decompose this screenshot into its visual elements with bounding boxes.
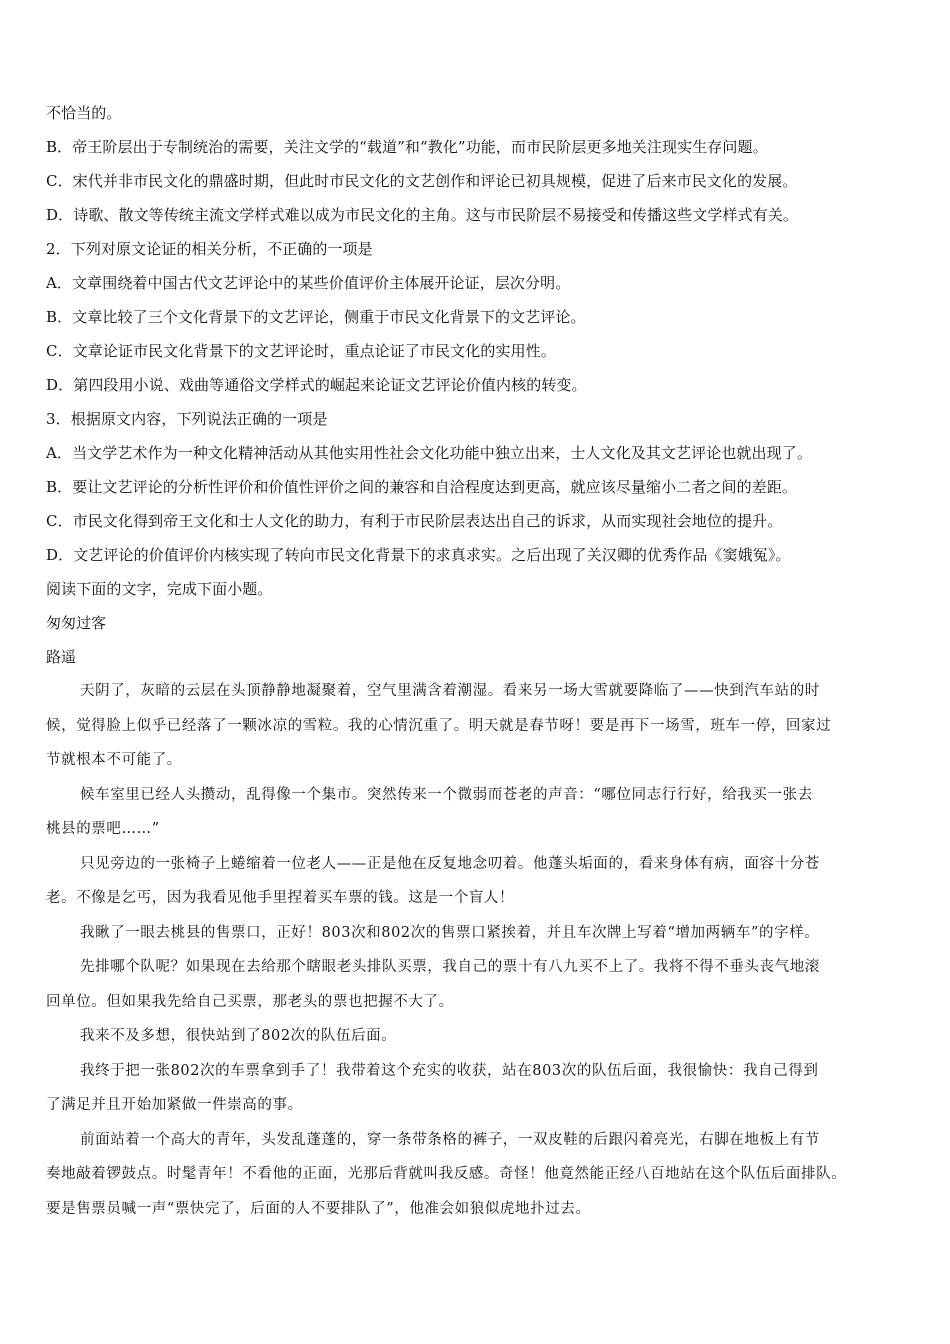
question-line: B．文章比较了三个文化背景下的文艺评论，侧重于市民文化背景下的文艺评论。 [46,308,586,326]
question-line: D．诗歌、散文等传统主流文学样式难以成为市民文化的主角。这与市民阶层不易接受和传播这些文学样式有关。 [46,206,799,224]
story-line: 前面站着一个高大的青年，头发乱蓬蓬的，穿一条带条格的裤子，一双皮鞋的后跟闪着亮光，右脚在地板上有节 [80,1131,820,1148]
story-line: 只见旁边的一张椅子上蜷缩着一位老人——正是他在反复地念叨着。他蓬头垢面的，看来身体有病，面容十分苍 [80,855,820,872]
story-section [46,606,906,1226]
story-line: 桃县的票吧……” [46,821,160,837]
story-body [46,674,906,1226]
questions-block [46,96,906,606]
story-line: 候，觉得脸上似乎已经落了一颗冰凉的雪粒。我的心情沉重了。明天就是春节呀！要是再下一场雪，班车一停，回家过 [46,717,832,734]
story-author: 路遥 [46,648,77,666]
story-line: 我终于把一张802次的车票拿到手了！我带着这个充实的收获，站在803次的队伍后面，我很愉快：我自己得到 [80,1062,819,1079]
question-line: C．文章论证市民文化背景下的文艺评论时，重点论证了市民文化的实用性。 [46,342,556,360]
story-line: 天阴了，灰暗的云层在头顶静静地凝聚着，空气里满含着潮湿。看来另一场大雪就要降临了——快到汽车站的时 [80,683,820,699]
question-line: A．当文学艺术作为一种文化精神活动从其他实用性社会文化功能中独立出来，士人文化及其文艺评论也就出现了。 [46,444,812,462]
question-line: A．文章围绕着中国古代文艺评论中的某些价值评价主体展开论证，层次分明。 [46,274,571,292]
question-line: 不恰当的。 [46,104,122,122]
document-page [46,96,906,1226]
question-line: D．第四段用小说、戏曲等通俗文学样式的崛起来论证文艺评论价值内核的转变。 [46,376,587,394]
question-line: 2．下列对原文论证的相关分析，不正确的一项是 [46,240,373,258]
story-line: 了满足并且开始加紧做一件崇高的事。 [46,1097,303,1113]
story-line: 节就根本不可能了。 [46,752,182,768]
story-line: 我来不及多想，很快站到了802次的队伍后面。 [80,1028,397,1044]
story-line: 奏地敲着锣鼓点。时髦青年！不看他的正面，光那后背就叫我反感。奇怪！他竟然能正经八百地站在这个队伍后面排队。 [46,1166,847,1182]
question-line: B．要让文艺评论的分析性评价和价值性评价之间的兼容和自洽程度达到更高，就应该尽量缩小二者之间的差距。 [46,478,798,496]
story-line: 我瞅了一眼去桃县的售票口，正好！803次和802次的售票口紧挨着，并且车次牌上写着“增加两辆车”的字样。 [80,924,820,941]
question-line: 阅读下面的文字，完成下面小题。 [46,580,273,598]
question-line: C．市民文化得到帝王文化和士人文化的助力，有利于市民阶层表达出自己的诉求，从而实现社会地位的提升。 [46,512,783,530]
question-line: D．文艺评论的价值评价内核实现了转向市民文化背景下的求真求实。之后出现了关汉卿的优秀作品《窦娥冤》。 [46,546,791,564]
question-line: B．帝王阶层出于专制统治的需要，关注文学的“载道”和“教化”功能，而市民阶层更多地关注现实生存问题。 [46,138,768,156]
question-line: C．宋代并非市民文化的鼎盛时期，但此时市民文化的文艺创作和评论已初具规模，促进了后来市民文化的发展。 [46,172,798,190]
story-line: 老。不像是乞丐，因为我看见他手里捏着买车票的钱。这是一个盲人！ [46,890,515,906]
story-line: 先排哪个队呢？如果现在去给那个瞎眼老头排队买票，我自己的票十有八九买不上了。我将不得不垂头丧气地滚 [80,959,820,975]
question-line: 3．根据原文内容，下列说法正确的一项是 [46,410,328,428]
story-line: 要是售票员喊一声“票快完了，后面的人不要排队了”，他准会如狼似虎地扑过去。 [46,1200,591,1217]
story-line: 候车室里已经人头攒动，乱得像一个集市。突然传来一个微弱而苍老的声音：“哪位同志行行好，给我买一张去 [80,786,813,803]
story-line: 回单位。但如果我先给自己买票，那老头的票也把握不大了。 [46,993,454,1010]
story-title: 匆匆过客 [46,614,107,632]
